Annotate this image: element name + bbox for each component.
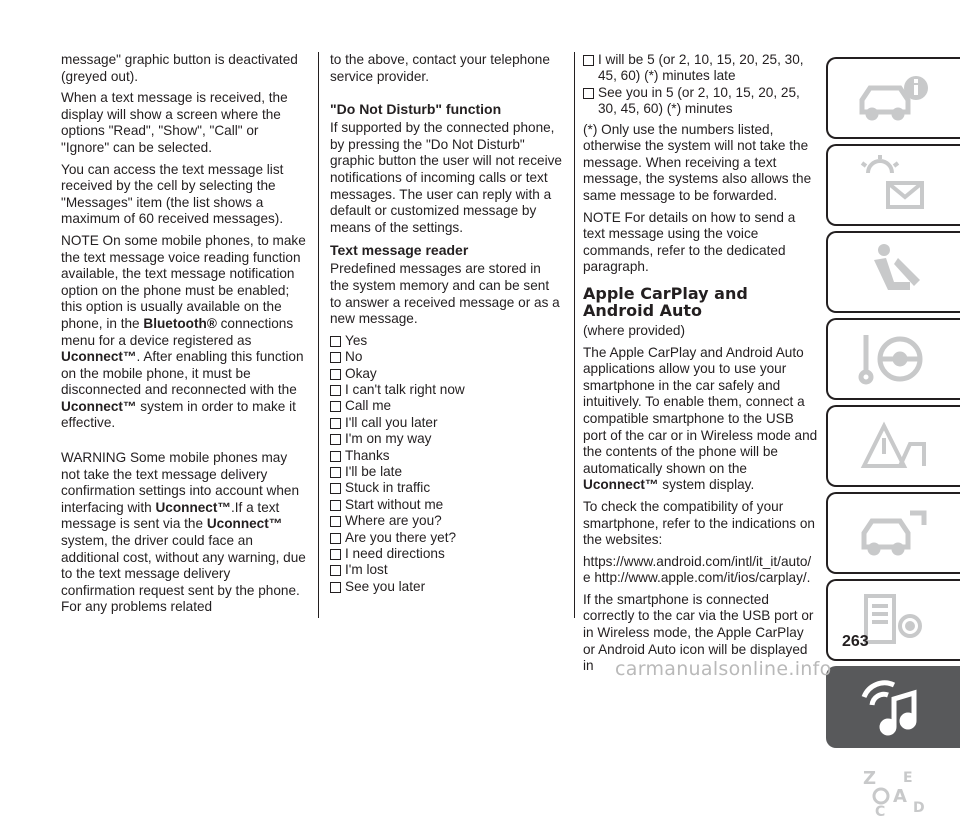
checkbox-icon xyxy=(330,467,341,478)
message-list xyxy=(583,52,819,118)
page-number: 263 xyxy=(842,633,869,650)
list-item xyxy=(330,513,562,529)
list-item-label: See you in 5 (or 2, 10, 15, 20, 25, 30, 45, 60) (*) minutes xyxy=(598,84,800,117)
checkbox-icon xyxy=(583,55,594,66)
list-item-label: Call me xyxy=(345,398,392,414)
uconnect-term: Uconnect™ xyxy=(583,477,659,493)
paragraph: You can access the text message list received by the cell by selecting the "Messages" item (the list shows a maximum of 60 received messages). xyxy=(61,161,284,227)
paragraph: to the above, contact your telephone service provider. xyxy=(330,52,550,84)
checkbox-icon xyxy=(330,483,341,494)
list-item-label: No xyxy=(345,349,363,365)
list-item xyxy=(330,333,562,349)
paragraph: (*) Only use the numbers listed, otherwise the system will not take the message. When receiving a text message, the systems also allows the same message to be forwarded. xyxy=(583,121,812,203)
svg-text:D: D xyxy=(913,800,925,816)
list-item xyxy=(330,546,562,562)
checkbox-icon xyxy=(330,549,341,560)
tab-emergency[interactable] xyxy=(826,405,960,487)
bluetooth-term: Bluetooth® xyxy=(143,315,217,331)
list-item-label: I'm lost xyxy=(345,562,388,578)
checkbox-icon xyxy=(330,369,341,380)
svg-text:A: A xyxy=(893,786,907,807)
list-item xyxy=(330,398,562,414)
list-item-label: I'm on my way xyxy=(345,431,432,447)
checkbox-icon xyxy=(330,418,341,429)
paragraph: If the smartphone is connected correctly to the car via the USB port or in Wireless mode, the Apple CarPlay or Android Auto icon will be displayed in xyxy=(583,591,814,674)
paragraph: To check the compatibility of your smartphone, refer to the indications on the websites: xyxy=(583,498,815,548)
list-item xyxy=(330,464,562,480)
tab-index[interactable] xyxy=(826,753,960,835)
checkbox-icon xyxy=(330,401,341,412)
checkbox-icon xyxy=(330,533,341,544)
list-item-label: I'll call you later xyxy=(345,414,438,430)
note-paragraph xyxy=(61,233,307,432)
tab-starting-driving[interactable] xyxy=(826,318,960,400)
note-paragraph: NOTE For details on how to send a text message using the voice commands, refer to the dedicated paragraph. xyxy=(583,209,796,275)
list-item-label: I'll be late xyxy=(345,463,403,479)
checkbox-icon xyxy=(583,88,594,99)
paragraph: If supported by the connected phone, by pressing the "Do Not Disturb" graphic button the user will not receive notifications of incoming calls or text messages. The user can reply with a default or customized message by means of the settings. xyxy=(330,120,562,235)
uconnect-term: Uconnect™ xyxy=(61,349,137,365)
text: . After enabling this function on the mobile phone, it must be disconnected and reconnected with the xyxy=(61,349,304,398)
list-item xyxy=(330,448,562,464)
tab-lights-messages[interactable] xyxy=(826,144,960,226)
warning-paragraph xyxy=(61,450,307,616)
tab-safety[interactable] xyxy=(826,231,960,313)
list-item-label: Are you there yet? xyxy=(345,529,457,545)
list-item-label: Okay xyxy=(345,365,377,381)
list-item-label: Where are you? xyxy=(345,513,442,529)
list-item-label: I can't talk right now xyxy=(345,381,465,397)
list-item-label: Yes xyxy=(345,332,368,348)
message-list xyxy=(330,333,562,596)
section-title: Apple CarPlay and Android Auto xyxy=(583,283,748,320)
tab-maintenance[interactable] xyxy=(826,492,960,574)
list-item-label: Thanks xyxy=(345,447,390,463)
column-3 xyxy=(583,52,819,680)
list-item xyxy=(330,431,562,447)
list-item xyxy=(330,349,562,365)
checkbox-icon xyxy=(330,385,341,396)
section-heading: Text message reader xyxy=(330,242,469,259)
text: system, the driver could face an additional cost, without any warning, due to the text message delivery confirmation request sent by the phone. For any problems related xyxy=(61,533,306,615)
text: NOTE On some mobile phones, to make the text message voice reading function available, the text message notification option on the phone must be enabled; this option is usually available on the phone, in the xyxy=(61,232,306,331)
media-music-icon xyxy=(854,675,934,739)
checkbox-icon xyxy=(330,582,341,593)
checkbox-icon xyxy=(330,352,341,363)
list-item-label: I need directions xyxy=(345,546,445,561)
list-item-label: See you later xyxy=(345,578,426,594)
list-item xyxy=(583,52,819,85)
list-item-label: Start without me xyxy=(345,496,444,512)
paragraph: (where provided) xyxy=(583,322,685,338)
watermark: carmanualsonline.info xyxy=(615,658,832,680)
text: system display. xyxy=(658,477,755,493)
checkbox-icon xyxy=(330,565,341,576)
svg-text:E: E xyxy=(903,770,913,786)
uconnect-term: Uconnect™ xyxy=(155,499,231,515)
index-letters-icon xyxy=(853,762,933,826)
list-item xyxy=(330,562,562,578)
column-1 xyxy=(61,52,307,621)
car-info-icon xyxy=(854,66,934,130)
column-divider xyxy=(318,52,319,618)
text: connections menu for a device registered as xyxy=(61,315,294,348)
text: system in order to make it effective. xyxy=(61,398,296,431)
tab-multimedia[interactable] xyxy=(826,666,960,748)
text: The Apple CarPlay and Android Auto applications allow you to use your smartphone in the car safely and intuitively. To enable them, connect a compatible smartphone to the USB port of the car or in Wireless mode and the contents of the phone will be automatically shown on the xyxy=(583,344,818,476)
column-divider xyxy=(574,52,575,618)
list-item xyxy=(330,415,562,431)
chapter-tabs xyxy=(826,57,960,840)
paragraph: When a text message is received, the display will show a screen where the options "Read", "Show", "Call" or "Ignore" can be selected. xyxy=(61,90,288,155)
key-steering-icon xyxy=(854,327,934,391)
checkbox-icon xyxy=(330,434,341,445)
light-mail-icon xyxy=(854,153,934,217)
list-item xyxy=(330,579,562,595)
list-item xyxy=(583,85,819,118)
list-item xyxy=(330,382,562,398)
list-item xyxy=(330,480,562,496)
column-2 xyxy=(330,52,562,599)
list-item xyxy=(330,366,562,382)
url-paragraph: https://www.android.com/intl/it_it/auto/ e http://www.apple.com/it/ios/carplay/. xyxy=(583,553,812,586)
paragraph: Predefined messages are stored in the system memory and can be sent to answer a received message or as a new message. xyxy=(330,261,560,327)
seat-airbag-icon xyxy=(854,240,934,304)
list-item xyxy=(330,497,562,513)
uconnect-term: Uconnect™ xyxy=(61,398,137,414)
list-item-label: I will be 5 (or 2, 10, 15, 20, 25, 30, 45, 60) (*) minutes late xyxy=(598,52,804,84)
text: .If a text message is sent via the xyxy=(61,499,280,532)
section-heading: "Do Not Disturb" function xyxy=(330,101,502,118)
list-item xyxy=(330,530,562,546)
svg-text:C: C xyxy=(875,804,886,820)
text: WARNING Some mobile phones may not take the text message delivery confirmation settings into account when interfacing with xyxy=(61,450,300,515)
paragraph: message" graphic button is deactivated (greyed out). xyxy=(61,52,298,84)
paragraph xyxy=(583,345,819,494)
svg-text:Z: Z xyxy=(863,768,877,789)
warning-road-icon xyxy=(854,414,934,478)
tow-car-icon xyxy=(854,501,934,565)
checkbox-icon xyxy=(330,451,341,462)
checkbox-icon xyxy=(330,516,341,527)
checkbox-icon xyxy=(330,336,341,347)
tab-car-info[interactable] xyxy=(826,57,960,139)
list-item-label: Stuck in traffic xyxy=(345,480,431,496)
uconnect-term: Uconnect™ xyxy=(206,516,283,532)
checkbox-icon xyxy=(330,500,341,511)
